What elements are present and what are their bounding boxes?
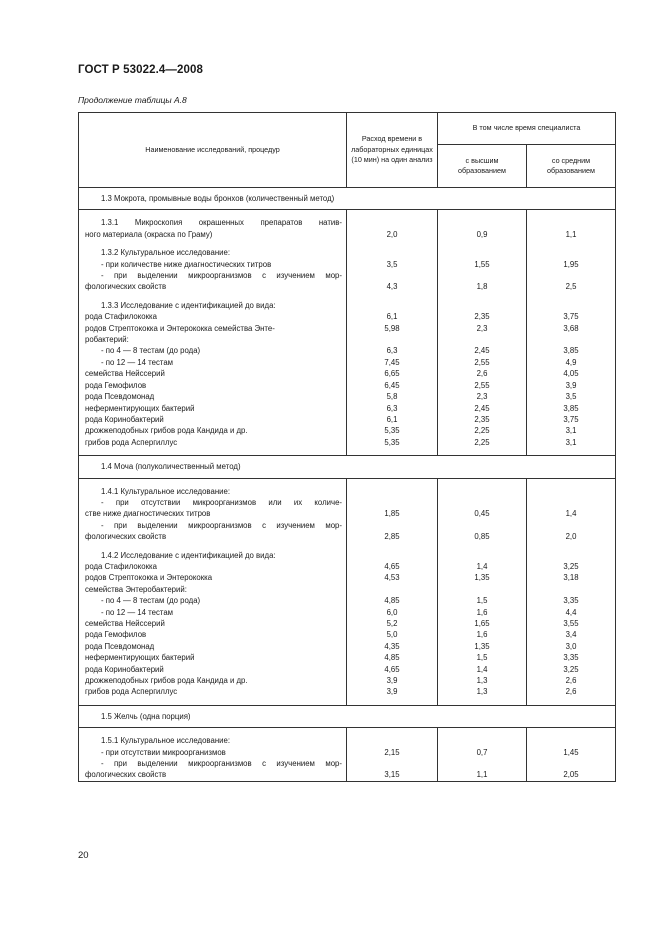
- value-time: [347, 584, 438, 595]
- value-higher: 1,5: [438, 595, 527, 606]
- document-code: ГОСТ Р 53022.4—2008: [78, 64, 203, 76]
- value-higher: 0,9: [438, 217, 527, 240]
- value-secondary: 3,55: [527, 618, 616, 629]
- value-secondary: 2,6: [527, 686, 616, 697]
- section-title: 1.5 Желчь (одна порция): [79, 705, 616, 727]
- row-name-line: фологических свойств: [85, 532, 167, 542]
- page-number: 20: [78, 850, 89, 861]
- row-name-line: грибов рода Аспергиллус: [85, 687, 178, 697]
- row-name-line: рода Псевдомонад: [85, 392, 155, 402]
- value-higher: 1,8: [438, 270, 527, 293]
- table-row: [79, 595, 616, 606]
- spacer-row: [79, 478, 616, 486]
- row-name-line: - при количестве ниже диагностических титров: [101, 259, 272, 269]
- row-name-line: - по 12 — 14 тестам: [101, 607, 174, 617]
- value-time: 6,45: [347, 380, 438, 391]
- table-row: [79, 403, 616, 414]
- table-row: [79, 652, 616, 663]
- value-time: 2,0: [347, 217, 438, 240]
- table-row: [79, 618, 616, 629]
- table-row: [79, 311, 616, 322]
- value-higher: 0,7: [438, 747, 527, 758]
- value-higher: 2,6: [438, 368, 527, 379]
- row-name: [79, 425, 347, 436]
- table-row: [79, 300, 616, 311]
- row-name: [79, 735, 347, 746]
- value-secondary: 3,25: [527, 561, 616, 572]
- spacer-row: [79, 448, 616, 456]
- row-name-line: семейства Нейссерий: [85, 619, 165, 628]
- value-higher: [438, 300, 527, 311]
- value-secondary: [527, 735, 616, 746]
- value-time: 3,5: [347, 259, 438, 270]
- column-header-higher-education: с высшим образованием: [438, 145, 527, 188]
- value-secondary: 3,1: [527, 437, 616, 448]
- section-title: 1.3 Мокрота, промывные воды бронхов (количественный метод): [79, 188, 616, 210]
- value-time: 4,3: [347, 270, 438, 293]
- table-row: [79, 217, 616, 240]
- value-higher: [438, 334, 527, 345]
- value-time: [347, 247, 438, 258]
- table-row: [79, 735, 616, 746]
- value-secondary: 2,6: [527, 675, 616, 686]
- value-secondary: 3,25: [527, 664, 616, 675]
- row-name-line: - при выделении микроорганизмов с изучением мор-: [101, 520, 342, 530]
- row-name-line: дрожжеподобных грибов рода Кандида и др.: [85, 676, 248, 686]
- row-name: [79, 584, 347, 595]
- value-time: 5,0: [347, 629, 438, 640]
- table-row: [79, 247, 616, 258]
- row-name: [79, 595, 347, 606]
- value-secondary: 3,1: [527, 425, 616, 436]
- row-name-line: дрожжеподобных грибов рода Кандида и др.: [85, 426, 248, 436]
- value-time: 2,15: [347, 747, 438, 758]
- row-name: [79, 380, 347, 391]
- section-row: [79, 705, 616, 727]
- value-higher: 2,55: [438, 357, 527, 368]
- value-higher: 1,1: [438, 758, 527, 781]
- value-time: 3,9: [347, 686, 438, 697]
- table-row: [79, 572, 616, 583]
- table-row: [79, 270, 616, 293]
- value-time: 6,65: [347, 368, 438, 379]
- row-name-line: неферментирующих бактерий: [85, 403, 195, 413]
- table-body: [79, 188, 616, 782]
- value-time: 6,1: [347, 311, 438, 322]
- value-higher: 2,45: [438, 345, 527, 356]
- value-higher: 2,35: [438, 414, 527, 425]
- table-row: [79, 391, 616, 402]
- spacer-row: [79, 698, 616, 706]
- value-secondary: 4,9: [527, 357, 616, 368]
- row-name: [79, 629, 347, 640]
- row-name: [79, 618, 347, 629]
- column-header-secondary-education: со средним образованием: [527, 145, 616, 188]
- row-name: [79, 259, 347, 270]
- row-name: [79, 368, 347, 379]
- spacer-row: [79, 728, 616, 736]
- row-name-line: 1.3.3 Исследование с идентификацией до вида:: [101, 300, 276, 310]
- row-name-line: рода Коринобактерий: [85, 664, 164, 674]
- row-name-line: рода Гемофилов: [85, 630, 147, 640]
- value-secondary: 3,68: [527, 323, 616, 334]
- value-higher: 1,4: [438, 664, 527, 675]
- row-name-line: 1.5.1 Культуральное исследование:: [101, 736, 230, 746]
- row-name-line: рода Коринобактерий: [85, 414, 164, 424]
- value-time: 6,0: [347, 607, 438, 618]
- value-time: 5,35: [347, 425, 438, 436]
- row-name-line: рода Псевдомонад: [85, 641, 155, 651]
- value-time: 5,98: [347, 323, 438, 334]
- value-secondary: [527, 247, 616, 258]
- value-higher: 2,35: [438, 311, 527, 322]
- value-time: [347, 334, 438, 345]
- spacer-row: [79, 210, 616, 218]
- row-name-line: - при выделении микроорганизмов с изучением мор-: [101, 271, 342, 281]
- table-row: [79, 334, 616, 345]
- value-secondary: 1,45: [527, 747, 616, 758]
- row-name-line: грибов рода Аспергиллус: [85, 437, 178, 447]
- value-secondary: 4,4: [527, 607, 616, 618]
- value-higher: 2,55: [438, 380, 527, 391]
- value-higher: 1,3: [438, 686, 527, 697]
- value-secondary: 2,05: [527, 758, 616, 781]
- value-higher: 2,3: [438, 391, 527, 402]
- row-name-line: 1.4.1 Культуральное исследование:: [101, 486, 230, 496]
- value-secondary: 3,75: [527, 311, 616, 322]
- row-name-line: робактерий:: [85, 335, 129, 345]
- table-row: [79, 414, 616, 425]
- value-secondary: 3,35: [527, 595, 616, 606]
- row-name-line: рода Гемофилов: [85, 380, 147, 390]
- value-higher: 0,85: [438, 520, 527, 543]
- column-header-time: Расход времени в лабораторных единицах (10 мин) на один анализ: [347, 113, 438, 188]
- value-higher: 2,45: [438, 403, 527, 414]
- row-name-line: 1.3.1 Микроскопия окрашенных препаратов натив-: [101, 218, 342, 228]
- value-higher: 1,55: [438, 259, 527, 270]
- value-higher: 0,45: [438, 497, 527, 520]
- value-secondary: 1,4: [527, 497, 616, 520]
- row-name: [79, 403, 347, 414]
- value-secondary: 3,75: [527, 414, 616, 425]
- value-time: [347, 300, 438, 311]
- table-row: [79, 345, 616, 356]
- row-name: [79, 652, 347, 663]
- value-time: 7,45: [347, 357, 438, 368]
- row-name: [79, 497, 347, 520]
- section-row: [79, 456, 616, 478]
- table-row: [79, 425, 616, 436]
- value-time: 3,15: [347, 758, 438, 781]
- value-time: 6,3: [347, 403, 438, 414]
- value-higher: 1,6: [438, 629, 527, 640]
- value-secondary: 3,4: [527, 629, 616, 640]
- value-secondary: 3,85: [527, 403, 616, 414]
- row-name-line: - при отсутствии микроорганизмов: [101, 747, 226, 757]
- value-secondary: 2,5: [527, 270, 616, 293]
- value-secondary: 3,0: [527, 641, 616, 652]
- row-name: [79, 572, 347, 583]
- value-secondary: 1,95: [527, 259, 616, 270]
- row-name-line: - при отсутствии микроорганизмов или их количе-: [101, 497, 342, 507]
- value-time: 4,85: [347, 595, 438, 606]
- row-name-line: - при выделении микроорганизмов с изучением мор-: [101, 759, 342, 769]
- row-name: [79, 300, 347, 311]
- table-row: [79, 686, 616, 697]
- table-row: [79, 607, 616, 618]
- table-row: [79, 520, 616, 543]
- norms-table: [78, 112, 616, 782]
- row-name-line: - по 12 — 14 тестам: [101, 357, 174, 367]
- table-row: [79, 437, 616, 448]
- value-secondary: 3,5: [527, 391, 616, 402]
- column-header-specialist-group: В том числе время специалиста: [438, 113, 616, 145]
- value-time: 4,65: [347, 664, 438, 675]
- value-secondary: 3,18: [527, 572, 616, 583]
- row-name: [79, 323, 347, 334]
- value-time: 2,85: [347, 520, 438, 543]
- value-secondary: [527, 334, 616, 345]
- row-name: [79, 686, 347, 697]
- value-higher: 1,3: [438, 675, 527, 686]
- value-secondary: [527, 486, 616, 497]
- section-row: [79, 188, 616, 210]
- value-secondary: 1,1: [527, 217, 616, 240]
- value-secondary: 3,35: [527, 652, 616, 663]
- column-header-name: Наименование исследований, процедур: [79, 113, 347, 188]
- table-row: [79, 747, 616, 758]
- value-secondary: [527, 300, 616, 311]
- value-higher: 1,6: [438, 607, 527, 618]
- table-row: [79, 368, 616, 379]
- table-row: [79, 758, 616, 781]
- row-name: [79, 357, 347, 368]
- table-row: [79, 561, 616, 572]
- row-name-line: ного материала (окраска по Граму): [85, 229, 213, 239]
- row-name: [79, 664, 347, 675]
- row-name: [79, 247, 347, 258]
- row-name: [79, 641, 347, 652]
- row-name: [79, 747, 347, 758]
- value-higher: 1,65: [438, 618, 527, 629]
- section-title: 1.4 Моча (полуколичественный метод): [79, 456, 616, 478]
- table-row: [79, 380, 616, 391]
- row-name: [79, 561, 347, 572]
- row-name-line: родов Стрептококка и Энтерококка: [85, 573, 213, 583]
- value-secondary: [527, 550, 616, 561]
- table-continuation-caption: Продолжение таблицы А.8: [78, 95, 187, 105]
- value-higher: [438, 247, 527, 258]
- row-name-line: семейства Нейссерий: [85, 369, 165, 379]
- value-secondary: [527, 584, 616, 595]
- row-name-line: фологических свойств: [85, 282, 167, 292]
- table-row: [79, 497, 616, 520]
- value-time: 3,9: [347, 675, 438, 686]
- value-time: 5,2: [347, 618, 438, 629]
- row-name-line: фологических свойств: [85, 770, 167, 780]
- row-name: [79, 311, 347, 322]
- row-name-line: неферментирующих бактерий: [85, 653, 195, 663]
- row-name: [79, 486, 347, 497]
- table-row: [79, 550, 616, 561]
- row-name: [79, 675, 347, 686]
- value-time: [347, 735, 438, 746]
- value-secondary: 4,05: [527, 368, 616, 379]
- row-name-line: 1.4.2 Исследование с идентификацией до вида:: [101, 550, 276, 560]
- table-row: [79, 584, 616, 595]
- value-time: 4,35: [347, 641, 438, 652]
- row-name: [79, 334, 347, 345]
- table-row: [79, 323, 616, 334]
- row-name: [79, 437, 347, 448]
- value-secondary: 3,9: [527, 380, 616, 391]
- value-higher: 1,4: [438, 561, 527, 572]
- value-higher: [438, 735, 527, 746]
- spacer-row: [79, 240, 616, 247]
- row-name: [79, 520, 347, 543]
- value-higher: 1,5: [438, 652, 527, 663]
- row-name: [79, 217, 347, 240]
- table-row: [79, 259, 616, 270]
- value-time: 5,35: [347, 437, 438, 448]
- row-name-line: - по 4 — 8 тестам (до рода): [101, 596, 201, 606]
- row-name: [79, 758, 347, 781]
- value-higher: 2,25: [438, 425, 527, 436]
- table-row: [79, 486, 616, 497]
- value-time: [347, 550, 438, 561]
- spacer-row: [79, 543, 616, 550]
- spacer-row: [79, 293, 616, 300]
- row-name: [79, 607, 347, 618]
- row-name: [79, 414, 347, 425]
- row-name-line: родов Стрептококка и Энтерококка семейства Энте-: [85, 323, 275, 333]
- row-name: [79, 270, 347, 293]
- row-name: [79, 550, 347, 561]
- table-row: [79, 664, 616, 675]
- row-name-line: 1.3.2 Культуральное исследование:: [101, 248, 230, 258]
- value-time: 6,1: [347, 414, 438, 425]
- table-row: [79, 357, 616, 368]
- row-name: [79, 345, 347, 356]
- value-higher: 2,3: [438, 323, 527, 334]
- row-name-line: - по 4 — 8 тестам (до рода): [101, 346, 201, 356]
- table-row: [79, 675, 616, 686]
- value-higher: [438, 486, 527, 497]
- value-higher: [438, 584, 527, 595]
- row-name-line: стве ниже диагностических титров: [85, 509, 211, 519]
- table-row: [79, 641, 616, 652]
- value-secondary: 2,0: [527, 520, 616, 543]
- row-name-line: семейства Энтеробактерий:: [85, 584, 187, 594]
- value-time: 5,8: [347, 391, 438, 402]
- value-higher: 1,35: [438, 641, 527, 652]
- value-time: 6,3: [347, 345, 438, 356]
- row-name: [79, 391, 347, 402]
- value-time: 4,53: [347, 572, 438, 583]
- value-secondary: 3,85: [527, 345, 616, 356]
- value-time: 1,85: [347, 497, 438, 520]
- row-name-line: рода Стафилококка: [85, 561, 157, 571]
- table-row: [79, 629, 616, 640]
- value-higher: [438, 550, 527, 561]
- value-time: 4,65: [347, 561, 438, 572]
- value-higher: 1,35: [438, 572, 527, 583]
- row-name-line: рода Стафилококка: [85, 312, 157, 322]
- value-time: [347, 486, 438, 497]
- value-higher: 2,25: [438, 437, 527, 448]
- value-time: 4,85: [347, 652, 438, 663]
